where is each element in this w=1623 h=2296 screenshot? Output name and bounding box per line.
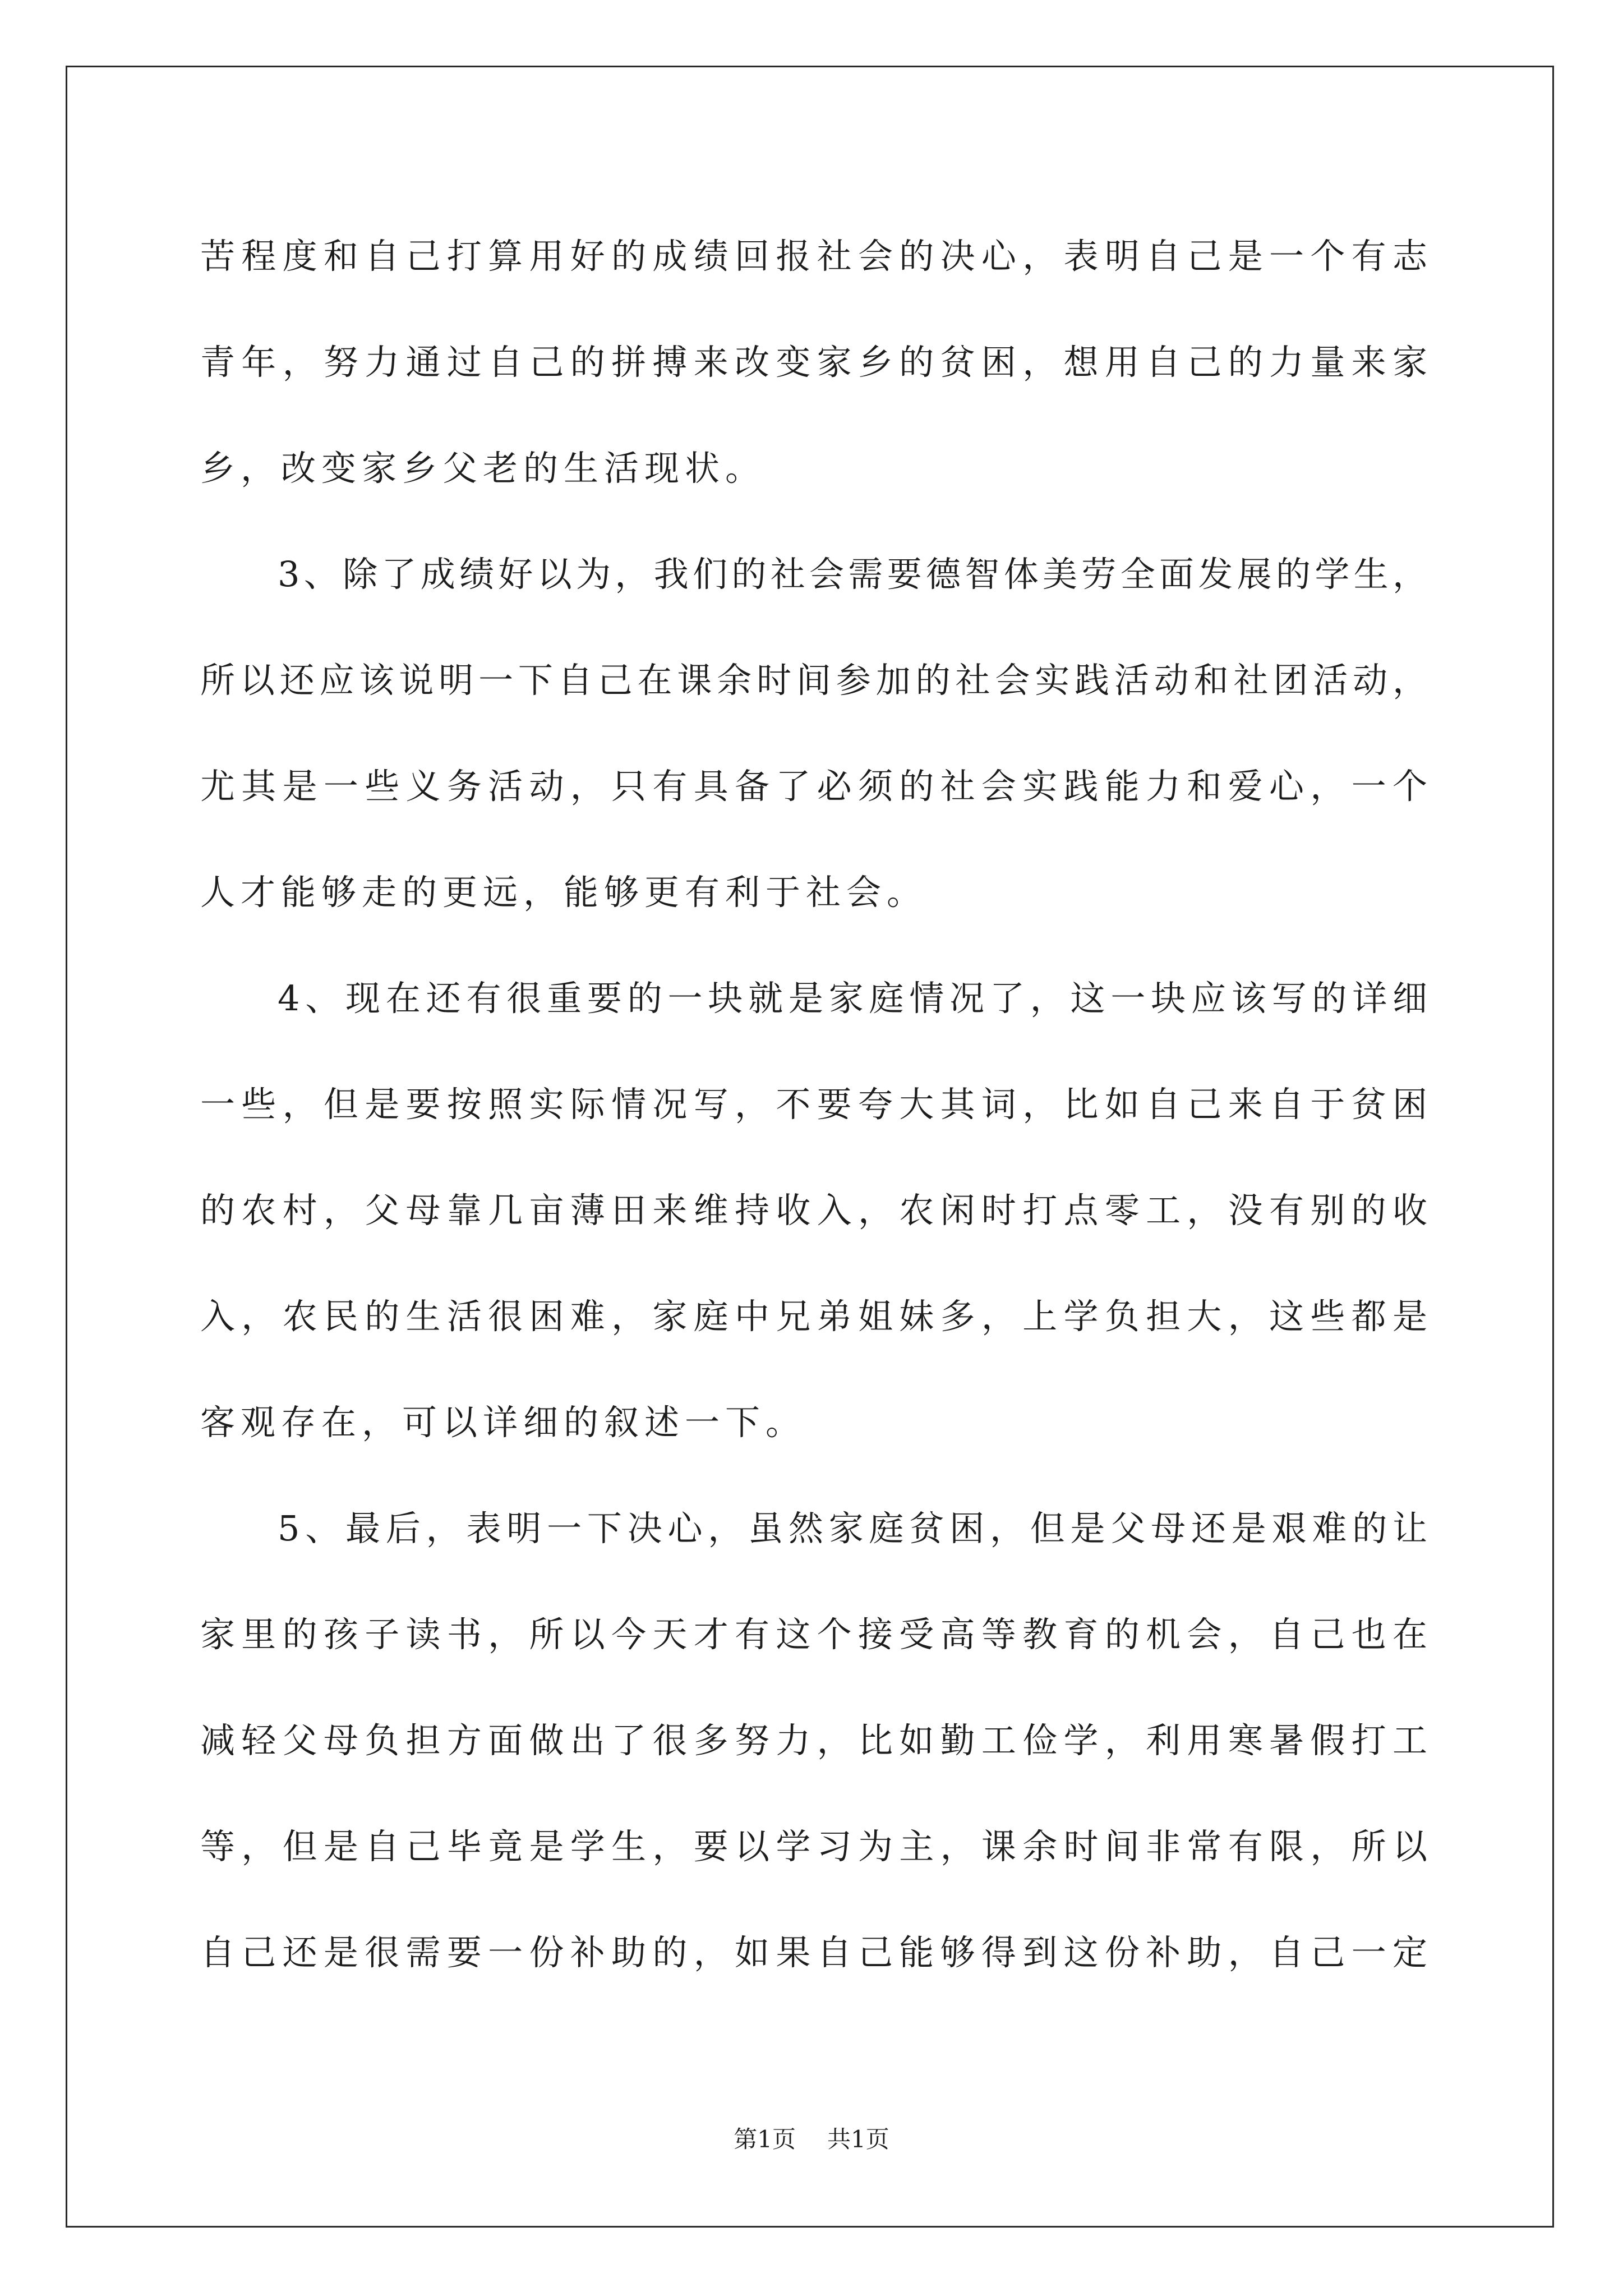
text-line: 人才能够走的更远，能够更有利于社会。 [200, 872, 928, 913]
text-line: 青年，努力通过自己的拼搏来改变家乡的贫困，想用自己的力量来家 [200, 342, 1427, 383]
text-line: 一些，但是要按照实际情况写，不要夸大其词，比如自己来自于贫困 [200, 1084, 1427, 1125]
total-page-count: 共1页 [827, 2125, 889, 2153]
text-line: 的农村，父母靠几亩薄田来维持收入，农闲时打点零工，没有别的收 [200, 1190, 1427, 1231]
text-line: 苦程度和自己打算用好的成绩回报社会的决心，表明自己是一个有志 [200, 236, 1427, 277]
paragraph [200, 945, 1427, 1475]
text-line: 等，但是自己毕竟是学生，要以学习为主，课余时间非常有限，所以 [200, 1826, 1427, 1867]
paragraph [200, 521, 1427, 945]
paragraph [200, 1475, 1427, 2005]
current-page-number: 第1页 [734, 2125, 796, 2153]
text-line: 乡，改变家乡父老的生活现状。 [200, 448, 766, 489]
text-line: 所以还应该说明一下自己在课余时间参加的社会实践活动和社团活动， [200, 660, 1427, 701]
text-line: 自己还是很需要一份补助的，如果自己能够得到这份补助，自己一定 [200, 1932, 1427, 1973]
text-line: 3、除了成绩好以为，我们的社会需要德智体美劳全面发展的学生， [278, 554, 1427, 595]
text-line: 5、最后，表明一下决心，虽然家庭贫困，但是父母还是艰难的让 [278, 1508, 1427, 1549]
paragraph [200, 203, 1427, 521]
document-body [200, 203, 1427, 2005]
text-line: 入，农民的生活很困难，家庭中兄弟姐妹多，上学负担大，这些都是 [200, 1296, 1427, 1337]
text-line: 客观存在，可以详细的叙述一下。 [200, 1402, 806, 1443]
text-line: 4、现在还有很重要的一块就是家庭情况了，这一块应该写的详细 [278, 978, 1427, 1019]
page-footer [0, 2125, 1623, 2154]
text-line: 尤其是一些义务活动，只有具备了必须的社会实践能力和爱心，一个 [200, 766, 1427, 807]
text-line: 家里的孩子读书，所以今天才有这个接受高等教育的机会，自己也在 [200, 1614, 1427, 1655]
text-line: 减轻父母负担方面做出了很多努力，比如勤工俭学，利用寒暑假打工 [200, 1720, 1427, 1761]
